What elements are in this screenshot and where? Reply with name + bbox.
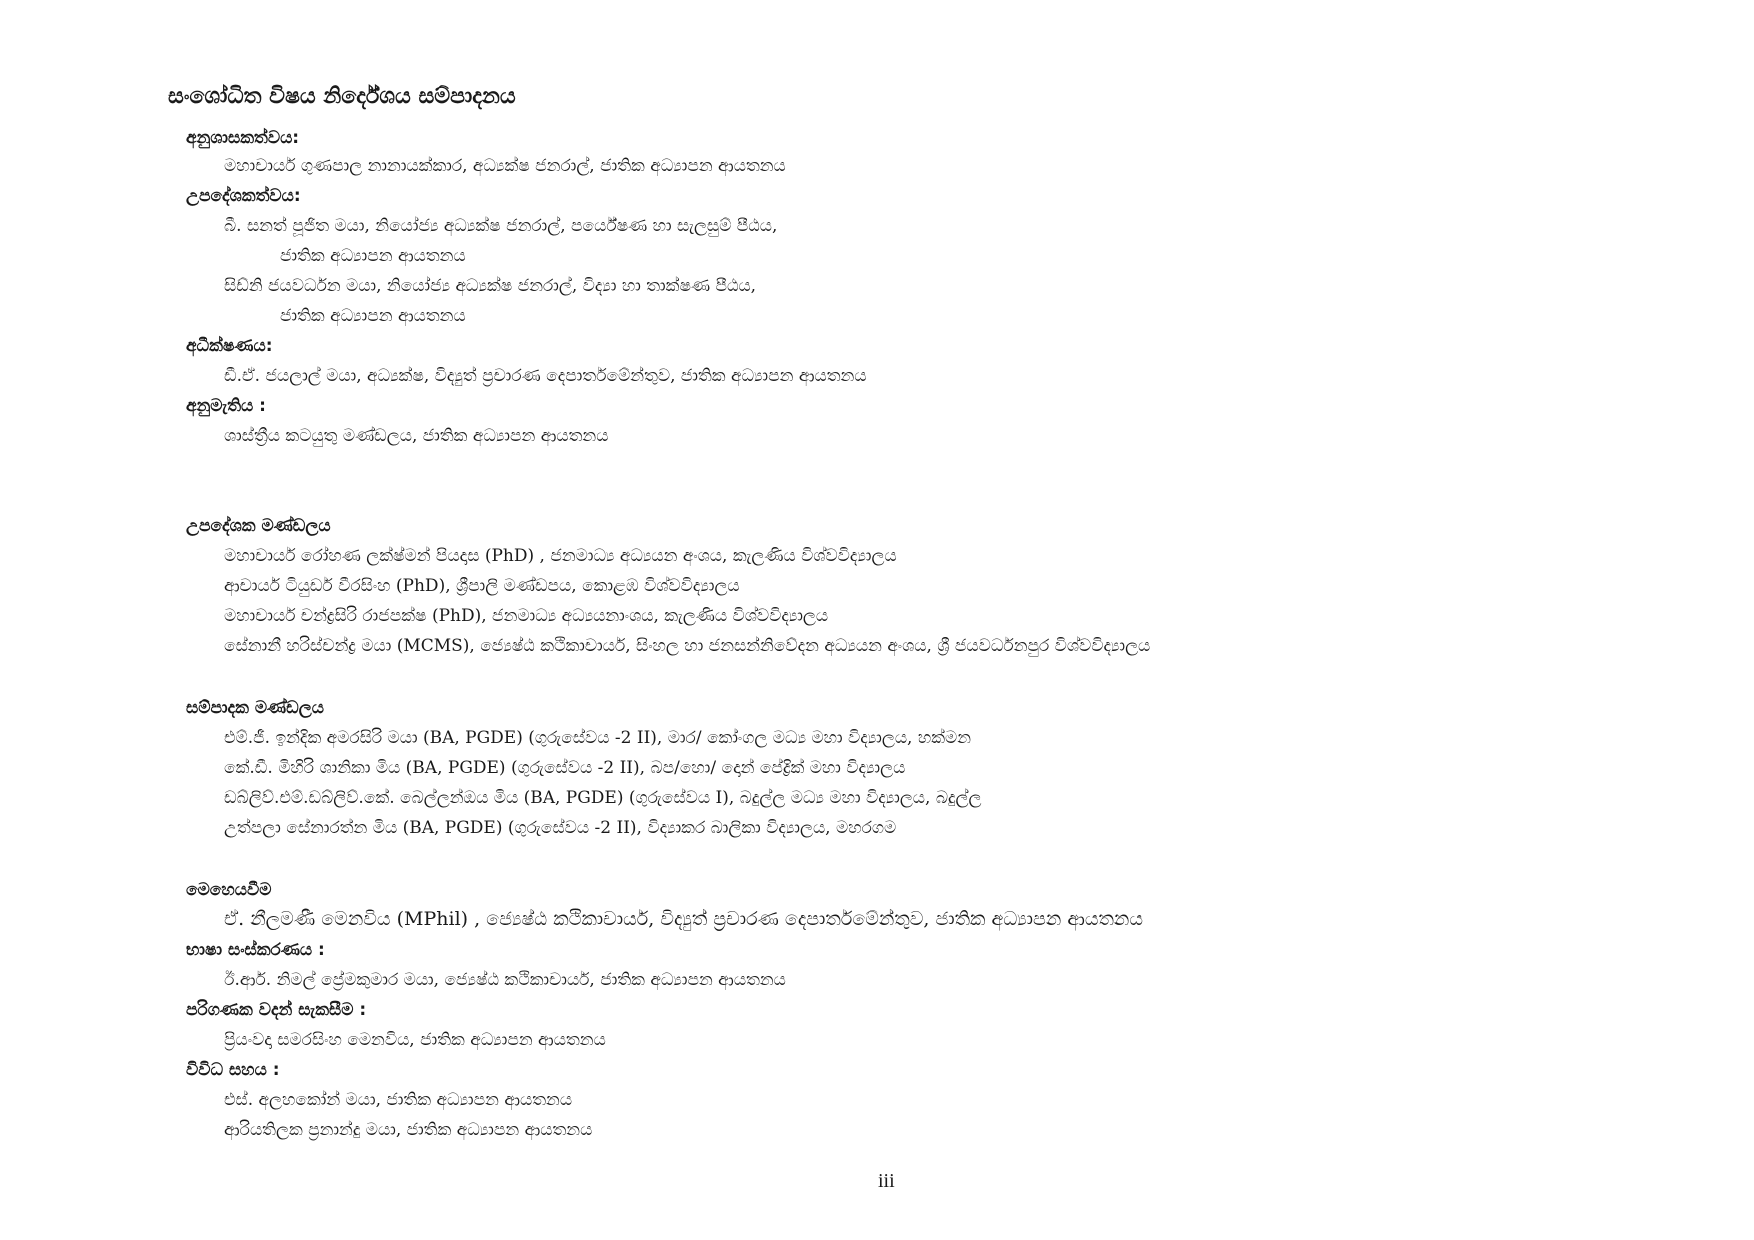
section-heading: විවිධ සහය :	[186, 1060, 280, 1080]
section-line: ආචාර්ය ටියුඩර් වීරසිංහ (PhD), ශ්‍රීපාලි මණ්ඩපය, කොළඹ විශ්වවිද්‍යාලය	[224, 576, 740, 596]
page-number: iii	[878, 1170, 895, 1192]
section-line: එම්.ජී. ඉන්දික අමරසිරි මයා (BA, PGDE) (ගුරුසේවය -2 II), මාර/ කෝංගල මධ්‍ය මහා විද්‍යාලය, හක්මන	[224, 728, 972, 748]
section-line: කේ.ඩී. මිහිරි ශානිකා මිය (BA, PGDE) (ගුරුසේවය -2 II), බප/හො/ දොන් පේද්‍රික් මහා විද්‍යාලය	[224, 758, 906, 778]
section-line: ශාස්ත්‍රීය කටයුතු මණ්ඩලය, ජාතික අධ්‍යාපන ආයතනය	[224, 426, 609, 446]
section-heading: උපදේශකත්වය:	[186, 186, 301, 206]
section-line: ඩබ්ලිව්.එම්.ඩබ්ලිව්.කේ. බෙල්ලන්ඔය මිය (BA, PGDE) (ගුරුසේවය I), බදුල්ල මධ්‍ය මහා විද්‍යාලය, බදුල්ල	[224, 788, 982, 808]
section-line: සේනානී හරිස්චන්ද්‍ර මයා (MCMS), ජ්‍යෙෂ්ඨ කථිකාචාර්ය, සිංහල හා ජනසන්නිවේදන අධ්‍යයන අංශය, ශ්‍රී ජයවර්ධනපුර විශ්වවිද්‍යාලය	[224, 636, 1151, 656]
section-heading: භාෂා සංස්කරණය :	[186, 940, 325, 960]
section-line: මහාචාර්ය ගුණපාල නානායක්කාර, අධ්‍යක්ෂ ජනරාල්, ජාතික අධ්‍යාපන ආයතනය	[224, 156, 786, 176]
section-line: ඒ. නීලමණී මෙනවිය (MPhil) , ජ්‍යෙෂ්ඨ කථිකාචාර්ය, විද්‍යුත් ප්‍රචාරණ දෙපාර්තමේන්තුව, ජාතික අධ්‍යාපන ආයතනය	[224, 908, 1144, 930]
section-line: ඊ.ආර්. නිමල් ප්‍රේමකුමාර මයා, ජ්‍යෙෂ්ඨ කථිකාචාර්ය, ජාතික අධ්‍යාපන ආයතනය	[224, 970, 786, 990]
section-heading: මෙහෙයවීම	[186, 880, 272, 900]
page-title: සංශෝධිත විෂය නිර්දේශය සම්පාදනය	[168, 84, 516, 109]
section-line: මහාචාර්ය රෝහණ ලක්ෂ්මන් පියදාස (PhD) , ජනමාධ්‍ය අධ්‍යයන අංශය, කැලණිය විශ්වවිද්‍යාලය	[224, 546, 897, 566]
section-line: එස්. අලහකෝන් මයා, ජාතික අධ්‍යාපන ආයතනය	[224, 1090, 573, 1110]
section-line: බී. සනත් පූජිත මයා, නියෝජ්‍ය අධ්‍යක්ෂ ජනරාල්, පර්යේෂණ හා සැලසුම් පීඨය,	[224, 216, 778, 236]
section-line: ඩී.ඒ. ජයලාල් මයා, අධ්‍යක්ෂ, විද්‍යුත් ප්‍රචාරණ දෙපාර්තමේන්තුව, ජාතික අධ්‍යාපන ආයතනය	[224, 366, 867, 386]
section-line: සිඩ්නි ජයවර්ධන මයා, නියෝජ්‍ය අධ්‍යක්ෂ ජනරාල්, විද්‍යා හා තාක්ෂණ පීඨය,	[224, 276, 757, 296]
section-heading: උපදේශක මණ්ඩලය	[186, 516, 331, 536]
section-line: ජාතික අධ්‍යාපන ආයතනය	[280, 306, 466, 326]
section-heading: අනුමැතිය :	[186, 396, 266, 416]
section-line: උත්පලා සේනාරත්න මිය (BA, PGDE) (ගුරුසේවය -2 II), විද්‍යාකර බාලිකා විද්‍යාලය, මහරගම	[224, 818, 897, 838]
section-line: මහාචාර්ය චන්ද්‍රසිරි රාජපක්ෂ (PhD), ජනමාධ්‍ය අධ්‍යයනාංශය, කැලණිය විශ්වවිද්‍යාලය	[224, 606, 829, 626]
section-heading: සම්පාදක මණ්ඩලය	[186, 698, 324, 718]
section-line: ජාතික අධ්‍යාපන ආයතනය	[280, 246, 466, 266]
section-heading: අනුශාසකත්වය:	[186, 128, 300, 148]
section-heading: අධීක්ෂණය:	[186, 336, 273, 356]
section-line: ප්‍රියංවදා සමරසිංහ මෙනවිය, ජාතික අධ්‍යාපන ආයතනය	[224, 1030, 606, 1050]
section-heading: පරිගණක වදන් සැකසීම :	[186, 1000, 367, 1020]
section-line: ආරියතිලක ප්‍රනාන්දු මයා, ජාතික අධ්‍යාපන ආයතනය	[224, 1120, 593, 1140]
